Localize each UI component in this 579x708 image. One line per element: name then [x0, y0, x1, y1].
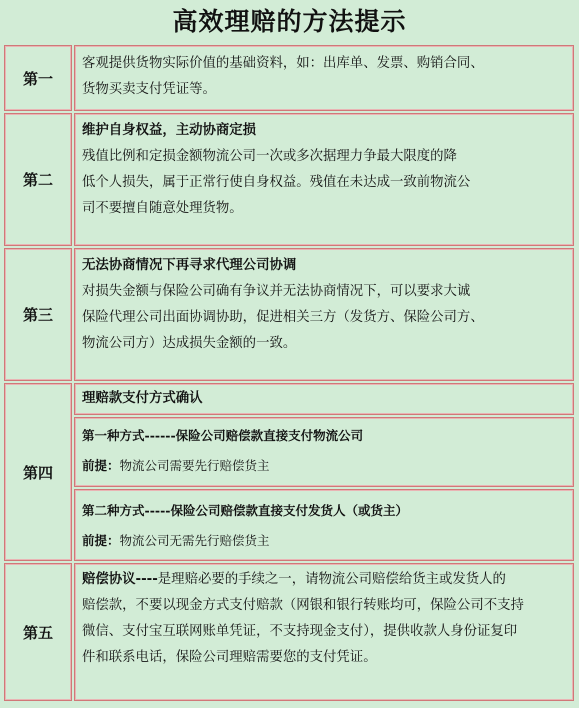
row-content-1 — [74, 45, 574, 111]
premise-text: 物流公司需要先行赔偿货主 — [119, 458, 270, 473]
content-line: 对损失金额与保险公司确有争议并无法协商情况下，可以要求大诚 — [82, 284, 471, 299]
content-line: 赔偿款，不要以现金方式支付赔款（网银和银行转账均可，保险公司不支持 — [82, 598, 524, 613]
content-line: 件和联系电话，保险公司理赔需要您的支付凭证。 — [82, 650, 377, 665]
content-line: 司不要擅自随意处理货物。 — [82, 201, 243, 216]
premise-label: 前提： — [82, 458, 120, 473]
content-line: 微信、支付宝互联网账单凭证，不支持现金支付），提供收款人身份证复印 — [82, 624, 518, 639]
premise-label: 前提： — [82, 533, 120, 548]
row-heading: 理赔款支付方式确认 — [82, 391, 203, 406]
row-label-2: 第二 — [4, 113, 72, 246]
row-label-5: 第五 — [4, 563, 72, 701]
row-label-3: 第三 — [4, 248, 72, 381]
row-heading: 无法协商情况下再寻求代理公司协调 — [82, 258, 297, 273]
premise-text: 物流公司无需先行赔偿货主 — [119, 533, 270, 548]
row-content-3 — [74, 248, 574, 381]
row-content-5 — [74, 563, 574, 701]
content-line: 是理赔必要的手续之一，请物流公司赔偿给货主或发货人的 — [157, 572, 506, 587]
row-label-4: 第四 — [4, 383, 72, 561]
payment-method-1 — [74, 417, 574, 487]
page-title: 高效理赔的方法提示 — [172, 7, 407, 36]
content-line: 物流公司方）达成损失金额的一致。 — [82, 336, 297, 351]
content-line: 残值比例和定损金额物流公司一次或多次据理力争最大限度的降 — [82, 149, 457, 164]
row-content-2 — [74, 113, 574, 246]
method-title: 第二种方式-----保险公司赔偿款直接支付发货人（或货主） — [82, 503, 408, 518]
method-title: 第一种方式------保险公司赔偿款直接支付物流公司 — [82, 428, 364, 443]
payment-method-2 — [74, 489, 574, 561]
row-heading: 赔偿协议---- — [82, 572, 158, 587]
row-label-1: 第一 — [4, 45, 72, 111]
content-line: 保险代理公司出面协调协助，促进相关三方（发货方、保险公司方、 — [82, 310, 484, 325]
row-heading: 维护自身权益，主动协商定损 — [82, 123, 257, 138]
content-line: 低个人损失，属于正常行使自身权益。残值在未达成一致前物流公 — [82, 175, 471, 190]
row-content-4-heading — [74, 383, 574, 415]
content-line: 客观提供货物实际价值的基础资料，如：出库单、发票、购销合同、 — [82, 56, 484, 71]
content-line: 货物买卖支付凭证等。 — [82, 82, 216, 97]
